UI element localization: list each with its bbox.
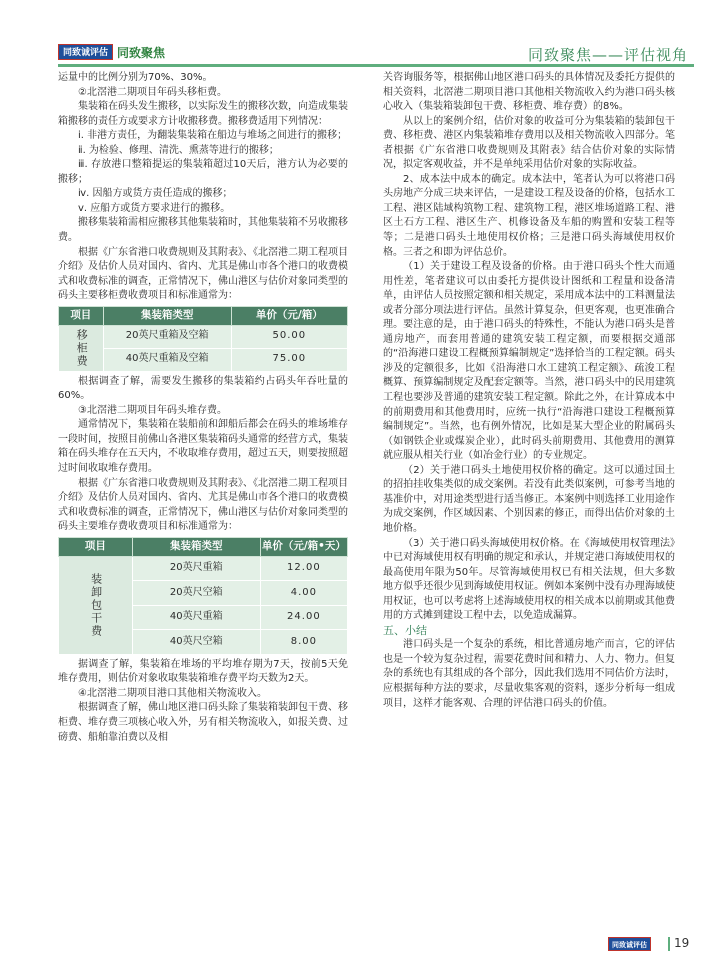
table-cell: 8.00 <box>260 630 347 655</box>
table-cell: 4.00 <box>260 581 347 606</box>
paragraph: （3）关于港口码头海域使用权价格。在《海域使用权管理法》中已对海域使用权有明确的规定和承认，并规定港口海域使用权的最高使用年限为50年。尽管海域使用权已有相关法规，但大多数地方似乎还很少见到海域使用权证。例如本案例中没有办理海域使用权证，也可以考虑将上述海域使用权的相关成本以前期或其他费用的方式摊到建设工程中去，以免造成漏算。 <box>383 537 675 622</box>
paragraph: ③北滘港二期项目年码头堆存费。 <box>78 404 227 416</box>
paragraph: 根据调查了解，需要发生搬移的集装箱约占码头年吞吐量的60%。 <box>58 375 348 402</box>
paragraph: ④北滘港二期项目港口其他相关物流收入。 <box>78 687 267 699</box>
table-category-cell: 移柜费 <box>59 325 104 371</box>
paragraph: 搬移集装箱需相应搬移其他集装箱时，其他集装箱不另收搬移费。 <box>58 217 348 244</box>
table-cell: 50.00 <box>231 325 347 348</box>
logo-text: 同致诚评估 <box>63 48 109 58</box>
paragraph: 集装箱在码头发生搬移，以实际发生的搬移次数，向造成集装箱搬移的责任方或要求方计收搬移费。搬移费适用下列情况： <box>58 101 348 127</box>
table-cell: 12.00 <box>260 556 347 581</box>
table-header: 集装箱类型 <box>103 306 231 325</box>
paragraph: （2）关于港口码头土地使用权价格的确定。这可以通过国土的招拍挂收集类似的成交案例。若没有此类似案例，可参考当地的基准价中，对用途类型进行适当修正。本案例中则选择工业用途作为成交案例，作区域因素、个别因素的修正，而得出估价对象的土地价格。 <box>383 464 675 534</box>
footer-logo: 同致诚评估 <box>608 937 651 951</box>
paragraph: 港口码头是一个复杂的系统，相比普通房地产而言，它的评估也是一个较为复杂过程，需要花费时间和精力、人力、物力。但复杂的系统也有其组成的各个部分，因此我们选用不同估价方法时，应根据每种方法的要求，尽量收集客观的资料，逐步分析每一组成项目，这样才能客观、合理的评估港口码头的价值。 <box>383 639 675 709</box>
paragraph: 根据《广东省港口收费规则及其附表》、《北滘港二期工程项目介绍》及估价人员对国内、省内、尤其是佛山市各个港口的收费模式和收费标准的调查，正常情况下，佛山港区与估价对象同类型的码头主要堆存费收费项目和标准通常为： <box>58 477 348 533</box>
paragraph: ②北滘港二期项目年码头移柜费。 <box>78 86 227 98</box>
paragraph: 关咨询服务等，根据佛山地区港口码头的具体情况及委托方提供的相关资料，北滘港二期项目港口其他相关物流收入约为港口码头核心收入（集装箱装卸包干费、移柜费、堆存费）的8%。 <box>383 72 675 113</box>
table-header-row <box>59 537 348 556</box>
list-item: ⅰ. 非港方责任，为翻装集装箱在船边与堆场之间进行的搬移； <box>78 130 348 142</box>
table-row <box>59 556 348 581</box>
paragraph: 据调查了解，集装箱在堆场的平均堆存期为7天，按前5天免堆存费用，则估价对象收取集装箱堆存费平均天数为2天。 <box>58 658 348 685</box>
list-item: ⅴ. 应船方或货方要求进行的搬移。 <box>78 202 231 214</box>
table-header: 项目 <box>59 306 104 325</box>
table-header-row <box>59 306 348 325</box>
storage-fee-table <box>58 537 348 655</box>
header-divider <box>58 64 694 67</box>
section-heading: 五、小结 <box>383 623 427 637</box>
table-header: 单价（元/箱•天） <box>260 537 347 556</box>
page-header <box>0 0 720 68</box>
table-cell: 24.00 <box>260 605 347 630</box>
logo-tagline: 同致聚焦 <box>117 45 166 60</box>
page-footer <box>0 933 720 953</box>
table-cell: 20英尺重箱及空箱 <box>103 325 231 348</box>
footer-divider <box>668 937 670 951</box>
paragraph: 从以上的案例介绍，估价对象的收益可分为集装箱的装卸包干费、移柜费、港区内集装箱堆存费用以及相关物流收入四部分。笔者根据《广东省港口收费规则及其附表》结合估价对象的实际情况，拟定客观收益，并不是单纯采用估价对象的实际收益。 <box>383 115 675 171</box>
list-item: ⅱ. 为检验、修理、清洗、熏蒸等进行的搬移； <box>78 144 279 156</box>
table-cell: 40英尺重箱 <box>132 605 260 630</box>
right-column <box>383 71 675 711</box>
table-header: 项目 <box>59 537 133 556</box>
table-cell: 20英尺空箱 <box>132 581 260 606</box>
relocation-fee-table <box>58 306 348 372</box>
table-row <box>59 325 348 348</box>
paragraph: 运量中的比例分别为70%、30%。 <box>58 72 213 83</box>
table-cell: 20英尺重箱 <box>132 556 260 581</box>
table-cell: 75.00 <box>231 348 347 371</box>
list-item: ⅳ. 因船方或货方责任造成的搬移； <box>78 188 233 200</box>
list-item: ⅲ. 存放港口整箱提运的集装箱超过10天后，港方认为必要的搬移； <box>58 159 348 185</box>
table-header: 集装箱类型 <box>132 537 260 556</box>
paragraph: 根据《广东省港口收费规则及其附表》、《北滘港二期工程项目介绍》及估价人员对国内、省内、尤其是佛山市各个港口的收费模式和收费标准的调查，正常情况下，佛山港区与估价对象同类型的码头主要移柜费收费项目和标准通常为： <box>58 246 348 302</box>
table-header: 单价（元/箱） <box>231 306 347 325</box>
header-logo <box>58 42 178 62</box>
paragraph: 通常情况下，集装箱在装船前和卸船后都会在码头的堆场堆存一段时间，按照目前佛山各港区集装箱码头通常的经营方式，集装箱在码头堆存在五天内，不收取堆存费用，超过五天，则要按照超过时间收取堆存费用。 <box>58 419 348 475</box>
paragraph: 根据调查了解，佛山地区港口码头除了集装箱装卸包干费、移柜费、堆存费三项核心收入外，另有相关物流收入，如报关费、过磅费、船舶靠泊费以及相 <box>58 702 348 743</box>
table-cell: 40英尺重箱及空箱 <box>103 348 231 371</box>
page-number: 19 <box>674 936 690 950</box>
table-category-cell: 装卸包干费 <box>59 556 133 654</box>
header-title: 同致聚焦——评估视角 <box>527 46 688 64</box>
paragraph: 2、成本法中成本的确定。成本法中，笔者认为可以将港口码头房地产分成三块来评估，一是建设工程及设备的价格，包括水工工程、港区陆域构筑物工程、建筑物工程，港区堆场道路工程、港区土石方工程、港区生产、机修设备及车船的购置和安装工程等等；二是港口码头土地使用权价格；三是港口码头海域使用权价格。三者之和即为评估总价。 <box>383 173 675 258</box>
paragraph: （1）关于建设工程及设备的价格。由于港口码头个性大而通用性差，笔者建议可以由委托方提供设计图纸和工程量和设备清单，由评估人员按照定额和相关规定，采用成本法中的工料测量法或者分部分项法进行评估。虽然计算复杂，但更客观，也更准确合理。要注意的是，由于港口码头的特殊性，不能认为港口码头是普通房地产，而套用普通的建筑安装工程定额，而要根据交通部的“沿海港口建设工程概预算编制规定”选择恰当的工程定额。码头涉及的定额很多，比如《沿海港口水工建筑工程定额》、疏浚工程概算、预算编制规定及配套定额等。当然，港口码头中的民用建筑工程也要涉及普通的建筑安装工程定额。除此之外，在计算成本中的前期费用和其他费用时，应统一执行“沿海港口建设工程概预算编制规定”。当然，也有例外情况，比如是某大型企业的附属码头（如钢铁企业或煤炭企业），此时码头前期费用、其他费用的测算就应服从相关行业（如冶金行业）的专业规定。 <box>383 261 675 462</box>
table-cell: 40英尺空箱 <box>132 630 260 655</box>
left-column <box>58 71 348 745</box>
company-logo <box>58 44 113 60</box>
